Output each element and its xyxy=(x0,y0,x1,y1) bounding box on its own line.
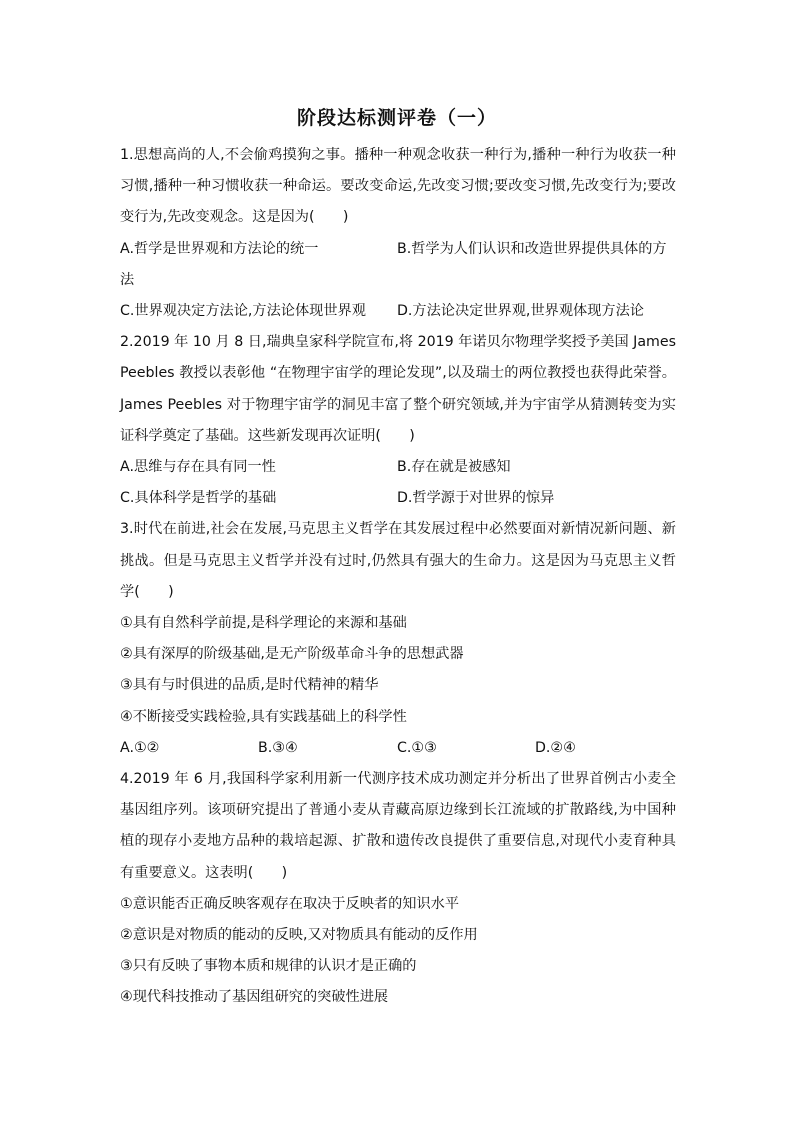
question-stem: 4.2019 年 6 月,我国科学家利用新一代测序技术成功测定并分析出了世界首例古小麦全基因组序列。该项研究提出了普通小麦从青藏高原边缘到长江流域的扩散路线,为中国种植的现存小麦地方品种的栽培起源、扩散和遗传改良提供了重要信息,对现代小麦育种具有重要意义。这表明( ) xyxy=(120,771,676,881)
option-d[interactable]: D.②④ xyxy=(535,739,576,756)
option-row xyxy=(120,296,676,327)
question-4 xyxy=(120,764,676,1014)
question-stem: 3.时代在前进,社会在发展,马克思主义哲学在其发展过程中必然要面对新情况新问题、新挑战。但是马克思主义哲学并没有过时,仍然具有强大的生命力。这是因为马克思主义哲学( ) xyxy=(120,521,676,600)
statement-4: ④现代科技推动了基因组研究的突破性进展 xyxy=(120,989,389,1006)
option-row xyxy=(120,733,676,764)
question-stem: 1.思想高尚的人,不会偷鸡摸狗之事。播种一种观念收获一种行为,播种一种行为收获一种习惯,播种一种习惯收获一种命运。要改变命运,先改变习惯;要改变习惯,先改变行为;要改变行为,先改变观念。这是因为( ) xyxy=(120,147,676,226)
option-row xyxy=(120,483,676,514)
question-1 xyxy=(120,140,676,327)
statement-1: ①具有自然科学前提,是科学理论的来源和基础 xyxy=(120,615,407,631)
statement-3: ③具有与时俱进的品质,是时代精神的精华 xyxy=(120,677,379,694)
option-row xyxy=(120,234,676,296)
option-d[interactable]: D.方法论决定世界观,世界观体现方法论 xyxy=(397,303,644,320)
statement-4: ④不断接受实践检验,具有实践基础上的科学性 xyxy=(120,708,407,725)
option-c[interactable]: C.具体科学是哲学的基础 xyxy=(120,490,277,507)
question-2 xyxy=(120,327,676,514)
statement-2: ②具有深厚的阶级基础,是无产阶级革命斗争的思想武器 xyxy=(120,646,464,663)
statement-3: ③只有反映了事物本质和规律的认识才是正确的 xyxy=(120,958,417,975)
option-c[interactable]: C.①③ xyxy=(397,739,437,756)
option-a[interactable]: A.哲学是世界观和方法论的统一 xyxy=(120,240,319,257)
option-c[interactable]: C.世界观决定方法论,方法论体现世界观 xyxy=(120,303,366,320)
option-b[interactable]: B.哲学为人们认识和改造世界提供具体的方法 xyxy=(120,240,667,288)
statement-1: ①意识能否正确反映客观存在取决于反映者的知识水平 xyxy=(120,895,460,912)
option-b[interactable]: B.③④ xyxy=(258,739,298,756)
option-a[interactable]: A.思维与存在具有同一性 xyxy=(120,459,276,476)
option-a[interactable]: A.①② xyxy=(120,739,160,756)
exam-content xyxy=(120,140,676,1014)
option-row xyxy=(120,452,676,483)
question-3 xyxy=(120,514,676,764)
question-stem: 2.2019 年 10 月 8 日,瑞典皇家科学院宣布,将 2019 年诺贝尔物理学奖授予美国 James Peebles 教授以表彰他 “在物理宇宙学的理论发现”,以及瑞士的两位教授也获得此荣誉。James Peebles 对于物理宇宙学的洞见丰富了整个研究领域,并为宇宙学从猜测转变为实证科学奠定了基础。这些新发现再次证明( ) xyxy=(120,334,676,444)
statement-2: ②意识是对物质的能动的反映,又对物质具有能动的反作用 xyxy=(120,927,478,944)
page-title: 阶段达标测评卷（一） xyxy=(296,107,497,129)
option-b[interactable]: B.存在就是被感知 xyxy=(397,459,511,476)
option-d[interactable]: D.哲学源于对世界的惊异 xyxy=(397,490,555,507)
